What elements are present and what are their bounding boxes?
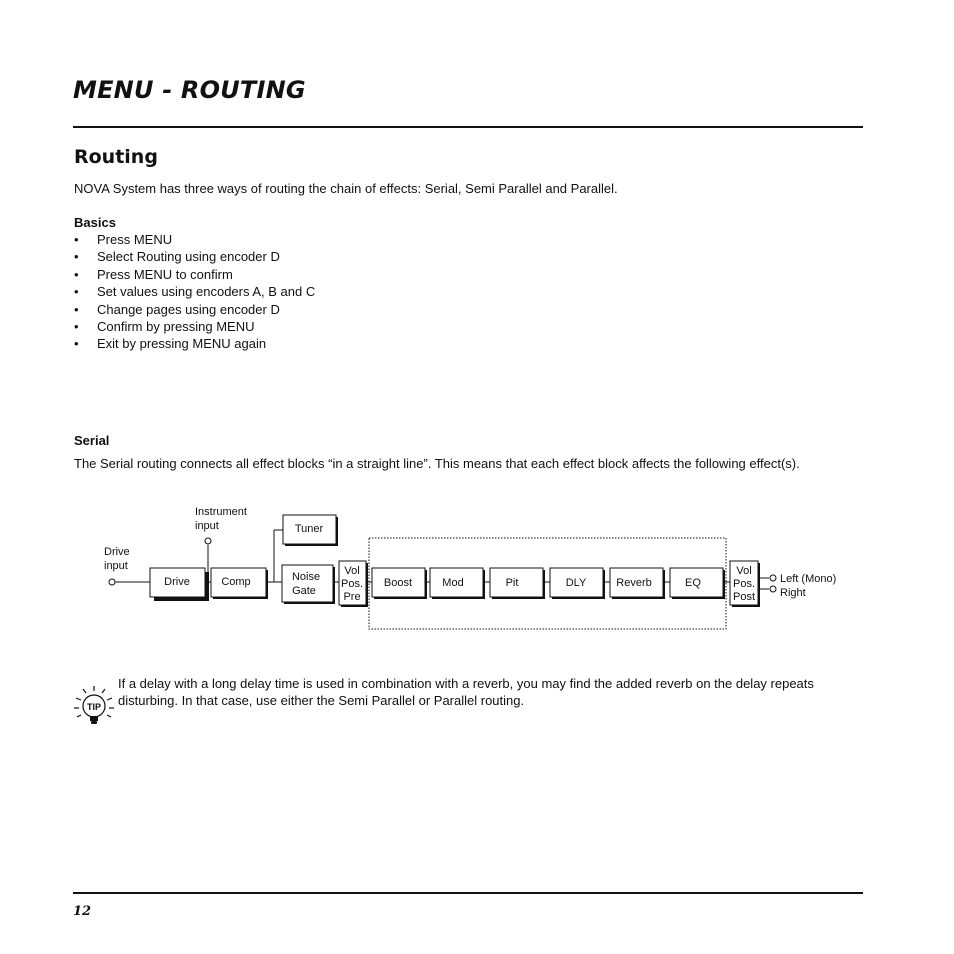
chapter-title: MENU - ROUTING bbox=[73, 76, 306, 104]
list-item bbox=[74, 248, 315, 265]
block-reverb bbox=[610, 568, 665, 599]
serial-heading: Serial bbox=[74, 433, 110, 448]
list-item bbox=[74, 301, 315, 318]
intro-paragraph: NOVA System has three ways of routing the chain of effects: Serial, Semi Parallel and Parallel. bbox=[74, 181, 618, 196]
bullet: • bbox=[74, 249, 79, 265]
tip-text: If a delay with a long delay time is used in combination with a reverb, you may find the added reverb on the delay repeats disturbing. In that case, use either the Semi Parallel or Parallel routing. bbox=[118, 676, 814, 708]
drive-input-label-line2: input bbox=[104, 560, 128, 572]
list-item-text: Confirm by pressing MENU bbox=[97, 318, 255, 334]
page-number: 12 bbox=[73, 904, 92, 919]
block-noise-gate bbox=[282, 565, 335, 604]
block-vol-post-label-3: Post bbox=[732, 591, 756, 603]
list-item-text: Set values using encoders A, B and C bbox=[97, 284, 316, 300]
list-item-text: Change pages using encoder D bbox=[97, 301, 280, 317]
basics-heading: Basics bbox=[74, 215, 116, 230]
right-output-jack-icon bbox=[770, 586, 776, 592]
block-mod-label: Mod bbox=[442, 577, 464, 589]
drive-input-jack-icon bbox=[109, 579, 115, 585]
block-vol-post-label-2: Pos. bbox=[732, 578, 756, 590]
instrument-input-label-line1: Instrument bbox=[195, 506, 247, 518]
basics-list bbox=[74, 231, 315, 353]
serial-routing-diagram bbox=[0, 500, 954, 640]
block-noise-gate-label-1: Noise bbox=[291, 571, 321, 583]
block-vol-pre-label-3: Pre bbox=[343, 591, 361, 603]
left-output-jack-icon bbox=[770, 575, 776, 581]
block-comp-label: Comp bbox=[221, 576, 251, 588]
block-vol-pre-label-1: Vol bbox=[344, 565, 360, 577]
block-dly bbox=[550, 568, 605, 599]
list-item bbox=[74, 231, 315, 248]
output-right-label: Right bbox=[780, 587, 806, 599]
bullet: • bbox=[74, 284, 79, 300]
tip-icon-label: TIP bbox=[86, 702, 102, 712]
block-reverb-label: Reverb bbox=[616, 577, 652, 589]
list-item bbox=[74, 318, 315, 335]
block-vol-pos-post bbox=[730, 561, 760, 607]
block-boost-label: Boost bbox=[383, 577, 413, 589]
block-drive-label: Drive bbox=[164, 576, 190, 588]
bullet: • bbox=[74, 318, 79, 334]
tip-lightbulb-icon bbox=[72, 684, 118, 728]
list-item-text: Select Routing using encoder D bbox=[97, 249, 280, 265]
block-drive bbox=[150, 568, 209, 601]
block-pit-label: Pit bbox=[505, 577, 519, 589]
list-item bbox=[74, 335, 315, 352]
block-tuner-label: Tuner bbox=[294, 523, 324, 535]
list-item bbox=[74, 266, 315, 283]
block-vol-pos-pre bbox=[339, 561, 368, 607]
bullet: • bbox=[74, 266, 79, 282]
instrument-input-label-line2: input bbox=[195, 520, 219, 532]
block-pit bbox=[490, 568, 545, 599]
block-eq bbox=[670, 568, 725, 599]
block-vol-pre-label-2: Pos. bbox=[340, 578, 364, 590]
bullet: • bbox=[74, 336, 79, 352]
section-title: Routing bbox=[74, 146, 158, 168]
block-eq-label: EQ bbox=[685, 577, 701, 589]
list-item-text: Press MENU to confirm bbox=[97, 266, 233, 282]
output-left-label: Left (Mono) bbox=[780, 573, 837, 585]
footer-rule bbox=[73, 892, 863, 894]
header-rule bbox=[73, 126, 863, 128]
bullet: • bbox=[74, 301, 79, 317]
list-item-text: Exit by pressing MENU again bbox=[97, 336, 267, 352]
block-comp bbox=[211, 568, 268, 599]
list-item bbox=[74, 283, 315, 300]
serial-paragraph: The Serial routing connects all effect blocks “in a straight line”. This means that each effect block affects the following effect(s). bbox=[74, 456, 800, 471]
block-dly-label: DLY bbox=[565, 577, 587, 589]
block-boost bbox=[372, 568, 427, 599]
block-tuner bbox=[283, 515, 338, 546]
block-noise-gate-label-2: Gate bbox=[292, 585, 316, 597]
list-item-text: Press MENU bbox=[97, 232, 173, 247]
drive-input-label-line1: Drive bbox=[104, 546, 130, 558]
instrument-input-jack-icon bbox=[205, 538, 211, 544]
bullet: • bbox=[74, 232, 79, 247]
block-vol-post-label-1: Vol bbox=[736, 565, 752, 577]
block-mod bbox=[430, 568, 485, 599]
